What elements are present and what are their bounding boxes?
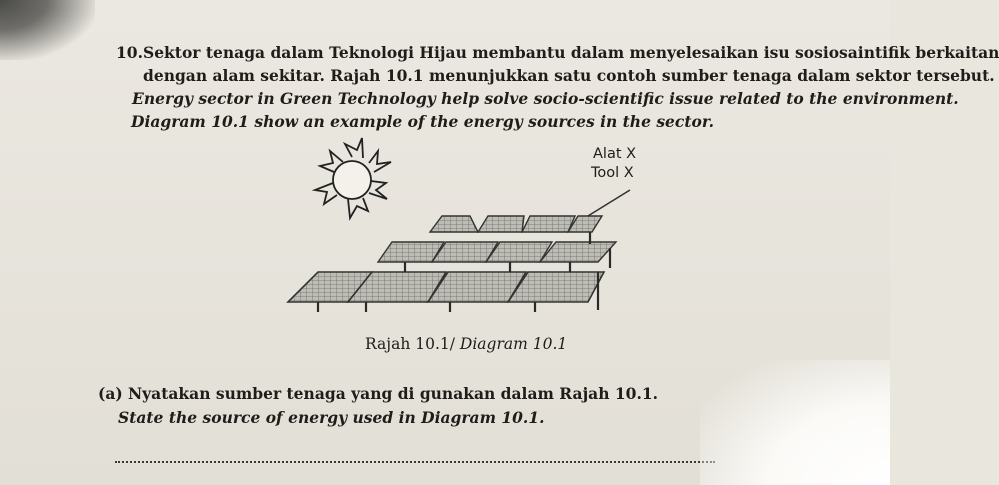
- solar-panel: [478, 216, 524, 232]
- answer-line[interactable]: [115, 461, 715, 463]
- question-number: 10.: [116, 43, 143, 62]
- diagram-caption: [365, 335, 567, 353]
- solar-panel: [540, 242, 616, 262]
- question-line-malay-1: Sektor tenaga dalam Teknologi Hijau membantu dalam menyelesaikan isu sosiosaintifik berkaitan: [143, 43, 999, 62]
- solar-panel: [522, 216, 575, 232]
- question-line-malay-2: dengan alam sekitar. Rajah 10.1 menunjukkan satu contoh sumber tenaga dalam sektor tersebut.: [143, 66, 995, 85]
- photo-glare: [700, 360, 890, 485]
- solar-panel-array: [288, 216, 616, 312]
- caption-english: Diagram 10.1: [459, 335, 568, 353]
- question-line-english-2: Diagram 10.1 show an example of the energy sources in the sector.: [131, 112, 714, 131]
- question-line-english-1: Energy sector in Green Technology help solve socio-scientific issue related to the environment.: [132, 89, 959, 108]
- caption-malay: Rajah 10.1/: [365, 335, 455, 353]
- tool-label-english: Tool X: [591, 165, 634, 181]
- tool-label-malay: Alat X: [593, 146, 637, 162]
- part-a-text-english: State the source of energy used in Diagram 10.1.: [118, 408, 545, 427]
- sun-icon: [315, 138, 391, 218]
- part-a-text-malay: Nyatakan sumber tenaga yang di gunakan dalam Rajah 10.1.: [128, 384, 659, 403]
- part-a-label: (a): [98, 384, 123, 403]
- solar-panel: [430, 216, 478, 232]
